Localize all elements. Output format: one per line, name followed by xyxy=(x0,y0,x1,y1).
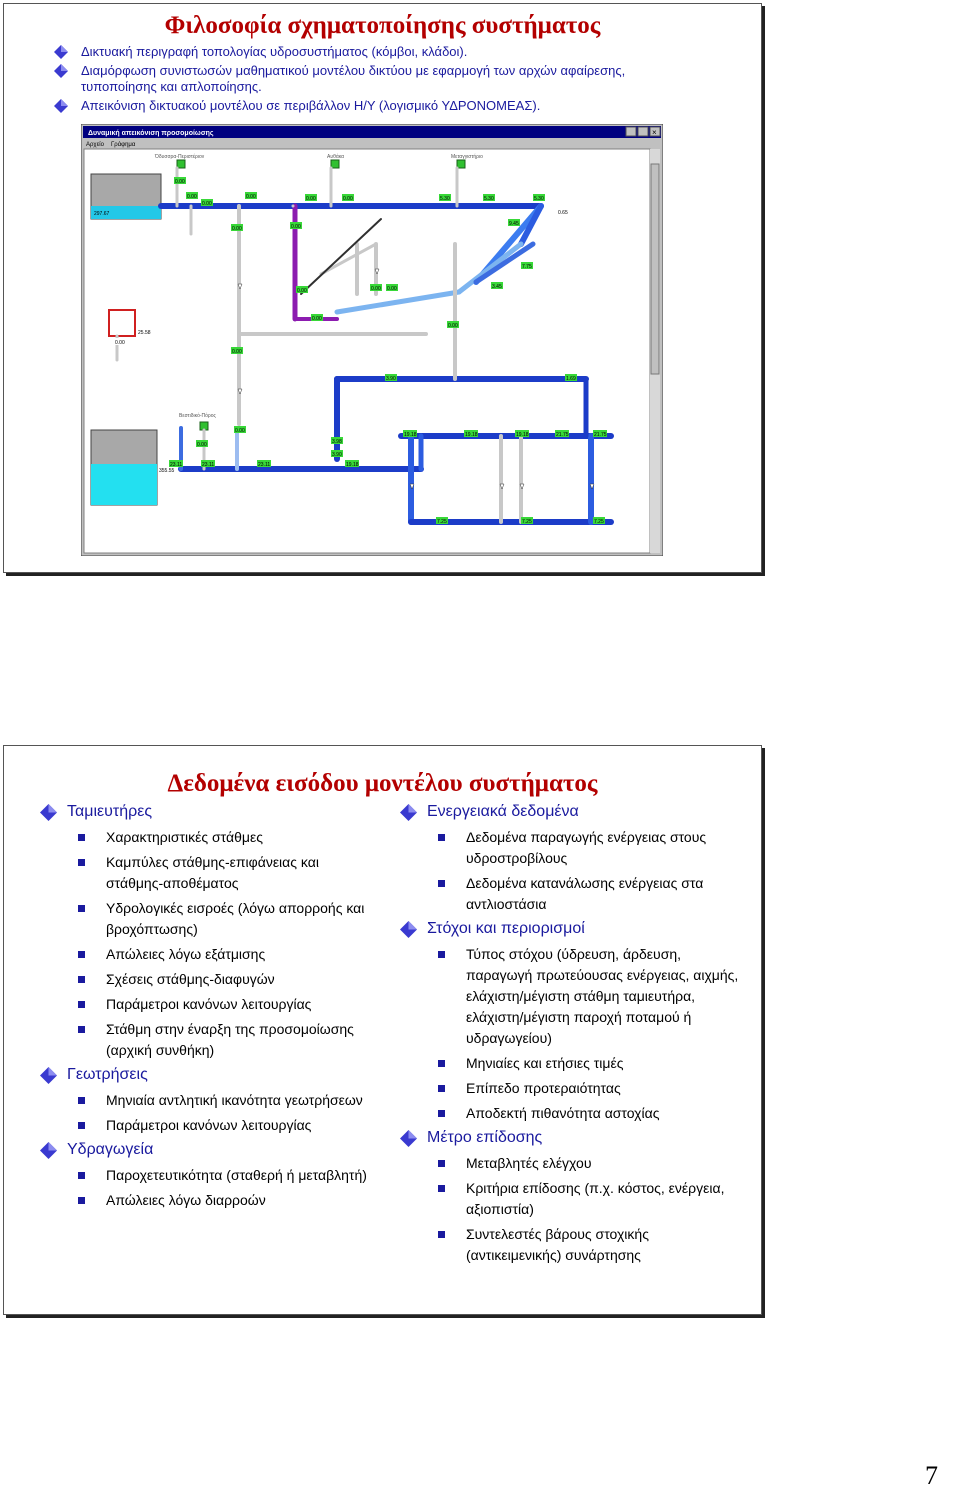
flow-label xyxy=(593,517,605,525)
svg-text:0.00: 0.00 xyxy=(246,194,256,200)
svg-text:0.00: 0.00 xyxy=(187,194,197,200)
svg-text:0.00: 0.00 xyxy=(202,201,212,207)
list-item: Μεταβλητές ελέγχου xyxy=(438,1153,740,1174)
flow-label xyxy=(196,440,208,448)
diamond-bullet-icon xyxy=(40,804,57,821)
reservoir-1[interactable] xyxy=(91,174,161,219)
source-node[interactable] xyxy=(177,160,185,168)
energy-list xyxy=(400,827,740,915)
svg-text:23.11: 23.11 xyxy=(170,462,183,468)
svg-text:0.00: 0.00 xyxy=(297,288,307,294)
source-node[interactable] xyxy=(457,160,465,168)
svg-text:5.30: 5.30 xyxy=(484,196,494,202)
bullet-item xyxy=(52,63,702,95)
bullet-text: Δικτυακή περιγραφή τοπολογίας υδροσυστήματος (κόμβοι, κλάδοι). xyxy=(81,44,468,59)
svg-text:19.18: 19.18 xyxy=(404,432,417,438)
diamond-bullet-icon xyxy=(54,45,68,59)
slide-1 xyxy=(3,3,762,573)
svg-text:0.00: 0.00 xyxy=(291,224,301,230)
flow-label xyxy=(565,374,577,382)
menu-chart[interactable]: Γράφημα xyxy=(111,142,136,148)
flow-label xyxy=(483,194,495,202)
flow-label xyxy=(533,194,545,202)
diamond-bullet-icon xyxy=(54,64,68,78)
bullet-text: Απεικόνιση δικτυακού μοντέλου σε περιβάλλον Η/Υ (λογισμικό ΥΔΡΟΝΟΜΕΑΣ). xyxy=(81,98,541,113)
flow-label xyxy=(231,347,243,355)
list-item: Μηνιαία αντλητική ικανότητα γεωτρήσεων xyxy=(78,1090,375,1111)
left-column xyxy=(40,802,375,1215)
flow-label xyxy=(231,224,243,232)
flow-label xyxy=(439,194,451,202)
reservoir-2-value: 25.58 xyxy=(138,330,151,336)
svg-text:0.00: 0.00 xyxy=(197,442,207,448)
diamond-bullet-icon xyxy=(400,804,417,821)
source-node[interactable] xyxy=(331,160,339,168)
bullet-item xyxy=(52,44,702,60)
reservoirs-list xyxy=(40,827,375,1061)
svg-text:5.30: 5.30 xyxy=(534,196,544,202)
slide-1-title: Φιλοσοφία σχηματοποίησης συστήματος xyxy=(164,12,601,39)
svg-text:0.00: 0.00 xyxy=(235,428,245,434)
flow-label xyxy=(296,286,308,294)
svg-text:23.11: 23.11 xyxy=(258,462,271,468)
group-heading-aqueducts: Υδραγωγεία xyxy=(40,1140,375,1160)
flow-label xyxy=(491,282,503,290)
group-heading-energy: Ενεργειακά δεδομένα xyxy=(400,802,740,822)
flow-label xyxy=(331,450,343,458)
flow-label xyxy=(342,194,354,202)
group-heading-performance: Μέτρο επίδοσης xyxy=(400,1128,740,1148)
list-item: Υδρολογικές εισροές (λόγω απορροής και βροχόπτωσης) xyxy=(78,898,375,940)
flow-label xyxy=(257,460,271,468)
minimize-button[interactable] xyxy=(626,127,636,136)
diamond-bullet-icon xyxy=(400,1130,417,1147)
group-heading-boreholes: Γεωτρήσεις xyxy=(40,1065,375,1085)
svg-text:23.11: 23.11 xyxy=(202,462,215,468)
svg-text:7.25: 7.25 xyxy=(594,519,604,525)
group-heading-targets: Στόχοι και περιορισμοί xyxy=(400,919,740,939)
list-item: Χαρακτηριστικές στάθμες xyxy=(78,827,375,848)
flow-label xyxy=(331,437,343,445)
flow-label xyxy=(464,430,478,438)
svg-text:3.90: 3.90 xyxy=(332,452,342,458)
performance-list xyxy=(400,1153,740,1266)
node-label: Αυθάκα xyxy=(327,154,345,160)
boreholes-list xyxy=(40,1090,375,1136)
maximize-button[interactable] xyxy=(638,127,648,136)
svg-text:3.45: 3.45 xyxy=(492,284,502,290)
svg-text:19.18: 19.18 xyxy=(465,432,478,438)
list-item: Απώλειες λόγω εξάτμισης xyxy=(78,944,375,965)
targets-list xyxy=(400,944,740,1124)
flow-label xyxy=(557,208,569,216)
list-item: Κριτήρια επίδοσης (π.χ. κόστος, ενέργεια, αξιοπιστία) xyxy=(438,1178,740,1220)
svg-text:0.00: 0.00 xyxy=(232,349,242,355)
slide-1-bullets xyxy=(52,44,702,117)
svg-text:0.00: 0.00 xyxy=(387,286,397,292)
flow-label xyxy=(311,314,323,322)
flow-label xyxy=(521,262,533,270)
network-simulation-window xyxy=(81,124,663,556)
svg-text:0.00: 0.00 xyxy=(232,226,242,232)
close-icon: × xyxy=(652,128,657,137)
svg-text:5.30: 5.30 xyxy=(440,196,450,202)
svg-text:3.90: 3.90 xyxy=(386,376,396,382)
diamond-bullet-icon xyxy=(400,921,417,938)
scrollbar-thumb[interactable] xyxy=(651,164,659,374)
flow-label xyxy=(201,199,213,207)
svg-text:21.75: 21.75 xyxy=(594,432,607,438)
page-number: 7 xyxy=(925,1461,938,1490)
flow-label xyxy=(521,517,533,525)
diamond-bullet-icon xyxy=(40,1142,57,1159)
list-item: Μηνιαίες και ετήσιες τιμές xyxy=(438,1053,740,1074)
list-item: Σχέσεις στάθμης-διαφυγών xyxy=(78,969,375,990)
svg-text:0.00: 0.00 xyxy=(312,316,322,322)
svg-text:0.00: 0.00 xyxy=(371,286,381,292)
node-label: Μεταγγιστήριο xyxy=(451,154,483,160)
list-item: Στάθμη στην έναρξη της προσομοίωσης (αρχική συνθήκη) xyxy=(78,1019,375,1061)
flow-label xyxy=(555,430,569,438)
list-item: Επίπεδο προτεραιότητας xyxy=(438,1078,740,1099)
svg-text:19.18: 19.18 xyxy=(346,462,359,468)
svg-text:7.25: 7.25 xyxy=(522,519,532,525)
flow-label xyxy=(386,284,398,292)
svg-text:19.18: 19.18 xyxy=(516,432,529,438)
diamond-bullet-icon xyxy=(54,99,68,113)
svg-text:0.00: 0.00 xyxy=(306,196,316,202)
svg-text:0.00: 0.00 xyxy=(343,196,353,202)
svg-text:0.00: 0.00 xyxy=(448,323,458,329)
list-item: Δεδομένα κατανάλωσης ενέργειας στα αντλιοστάσια xyxy=(438,873,740,915)
svg-text:7.25: 7.25 xyxy=(437,519,447,525)
list-item: Τύπος στόχου (ύδρευση, άρδευση, παραγωγή πρωτεύουσας ενέργειας, αιχμής, ελάχιστη/μέγιστη στάθμη ταμιευτήρα, ελάχιστη/μέγιστη παροχή ποταμού ή υδραγωγείου) xyxy=(438,944,740,1049)
flow-label xyxy=(234,426,246,434)
flow-label xyxy=(174,177,186,185)
flow-label xyxy=(370,284,382,292)
list-item: Παράμετροι κανόνων λειτουργίας xyxy=(78,994,375,1015)
reservoir-1-value: 297.67 xyxy=(94,211,110,217)
svg-text:9.45: 9.45 xyxy=(509,221,519,227)
node-label: Βεστιδικό-Πόρος xyxy=(179,413,216,419)
flow-label xyxy=(593,430,607,438)
list-item: Συντελεστές βάρους στοχικής (αντικειμενικής) συνάρτησης xyxy=(438,1224,740,1266)
svg-text:7.75: 7.75 xyxy=(522,264,532,270)
bullet-text: Διαμόρφωση συνιστωσών μαθηματικού μοντέλου δικτύου με εφαρμογή των αρχών αφαίρεσης, τυποποίησης και απλοποίησης. xyxy=(81,63,626,94)
list-item: Απώλειες λόγω διαρροών xyxy=(78,1190,375,1211)
list-item: Παροχετευτικότητα (σταθερή ή μεταβλητή) xyxy=(78,1165,375,1186)
menu-file[interactable]: Αρχείο xyxy=(86,142,104,148)
flow-label xyxy=(436,517,448,525)
flow-label xyxy=(508,219,520,227)
slide-2-title: Δεδομένα εισόδου μοντέλου συστήματος xyxy=(167,770,598,797)
flow-label xyxy=(515,430,529,438)
right-column xyxy=(400,802,740,1270)
group-heading-reservoirs: Ταμιευτήρες xyxy=(40,802,375,822)
svg-text:1.69: 1.69 xyxy=(566,376,576,382)
flow-label xyxy=(290,222,302,230)
node-label: Όδυσσρα-Περιστέριον xyxy=(155,154,205,160)
flow-label xyxy=(305,194,317,202)
svg-text:3.98: 3.98 xyxy=(332,439,342,445)
slide-2 xyxy=(3,745,762,1315)
flow-label xyxy=(447,321,459,329)
flow-label xyxy=(385,374,397,382)
flow-label xyxy=(403,430,417,438)
svg-text:0.00: 0.00 xyxy=(175,179,185,185)
diamond-bullet-icon xyxy=(40,1067,57,1084)
flow-label xyxy=(114,338,126,346)
flow-label xyxy=(345,460,359,468)
flow-label xyxy=(201,460,215,468)
flow-label xyxy=(245,192,257,200)
list-item: Δεδομένα παραγωγής ενέργειας στους υδροστροβίλους xyxy=(438,827,740,869)
bullet-item xyxy=(52,98,702,114)
list-item: Παράμετροι κανόνων λειτουργίας xyxy=(78,1115,375,1136)
svg-text:0.65: 0.65 xyxy=(558,210,568,216)
window-title: Δυναμική απεικόνιση προσομοίωσης xyxy=(88,130,214,137)
svg-text:21.75: 21.75 xyxy=(556,432,569,438)
svg-text:0.00: 0.00 xyxy=(115,340,125,346)
aqueducts-list xyxy=(40,1165,375,1211)
list-item: Αποδεκτή πιθανότητα αστοχίας xyxy=(438,1103,740,1124)
flow-label xyxy=(186,192,198,200)
flow-label xyxy=(169,460,183,468)
reservoir-3-value: 355.55 xyxy=(159,468,175,474)
list-item: Καμπύλες στάθμης-επιφάνειας και στάθμης-αποθέματος xyxy=(78,852,375,894)
